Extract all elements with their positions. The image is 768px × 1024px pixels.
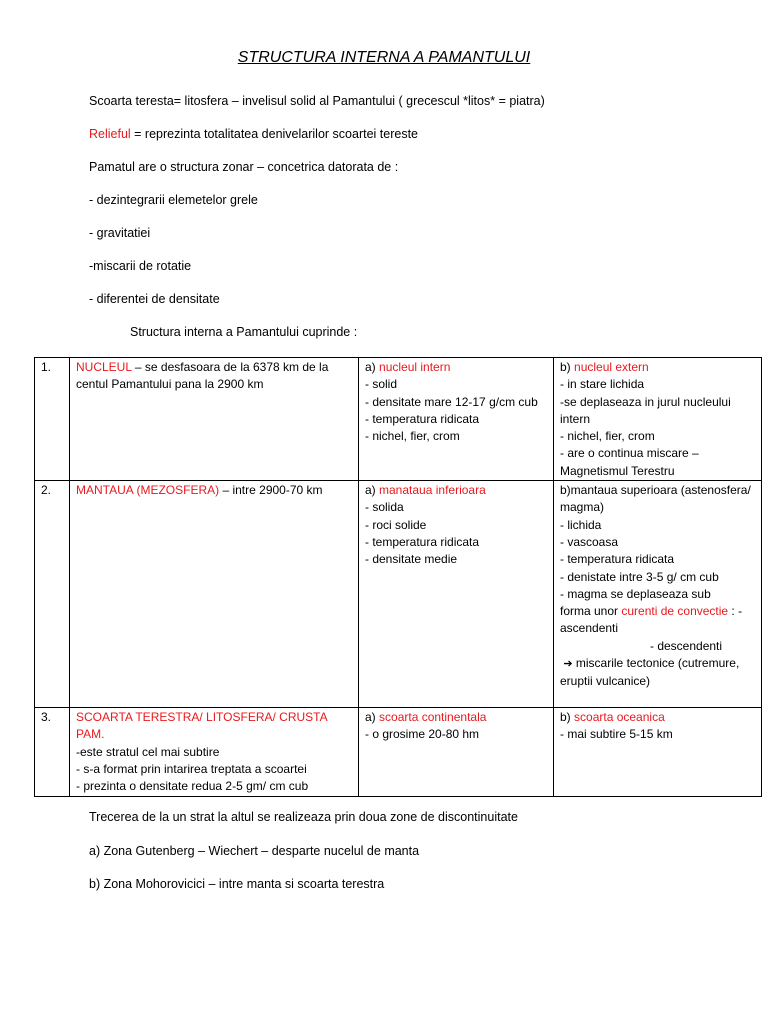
convection-line: forma unor curenti de convectie : - ascendenti: [560, 604, 743, 636]
sublayer-a-name: nucleul intern: [379, 360, 451, 374]
sublayer-b: [554, 481, 762, 708]
gutenberg-zone: a) Zona Gutenberg – Wiechert – desparte nucelul de manta: [89, 844, 420, 858]
property: - temperatura ridicata: [560, 552, 675, 567]
discontinuity-intro: Trecerea de la un strat la altul se realizeaza prin doua zone de discontinuitate: [89, 810, 518, 824]
property: - mai subtire 5-15 km: [560, 727, 673, 742]
sublayer-b-title: b) nucleul extern: [560, 360, 649, 374]
sublayer-a: [359, 481, 554, 708]
layer-desc: – se desfasoara de la 6378 km de la centul Pamantului pana la 2900 km: [76, 360, 329, 392]
layer-name: MANTAUA (MEZOSFERA): [76, 483, 220, 498]
relief-text: = reprezinta totalitatea denivelarilor scoartei tereste: [130, 127, 418, 141]
layer-desc: -este stratul cel mai subtire: [76, 744, 220, 759]
property: - lichida: [560, 517, 602, 532]
structure-intro: Pamatul are o structura zonar – concetrica datorata de :: [89, 160, 399, 174]
layer-description: [70, 708, 359, 796]
row-number: 2.: [35, 481, 70, 708]
property: - temperatura ridicata: [365, 411, 480, 426]
property: - solid: [365, 377, 398, 392]
mohorovicic-zone: b) Zona Mohorovicici – intre manta si scoarta terestra: [89, 877, 385, 891]
layer-desc: – intre 2900-70 km: [219, 483, 323, 498]
property: - magma se deplaseaza sub: [560, 586, 711, 601]
sublayer-b-title: b) scoarta oceanica: [560, 710, 665, 725]
sublayer-a-title: a) scoarta continentala: [365, 710, 487, 725]
sublayer-a: [359, 708, 554, 796]
property: - o grosime 20-80 hm: [365, 727, 480, 742]
intro-definition: Scoarta teresta= litosfera – invelisul solid al Pamantului ( grecescul *litos* = piatra): [89, 94, 545, 108]
relief-term: Relieful: [89, 127, 131, 141]
document-title: STRUCTURA INTERNA A PAMANTULUI: [237, 49, 531, 66]
sublayer-b-name: nucleul extern: [574, 360, 649, 374]
sublayer-a-name: scoarta continentala: [379, 710, 487, 725]
convection-term: curenti de convectie: [621, 604, 729, 619]
property: - nichel, fier, crom: [560, 429, 655, 444]
row-number: 3.: [35, 708, 70, 796]
property: - denistate intre 3-5 g/ cm cub: [560, 569, 719, 584]
property: - are o continua miscare – Magnetismul Terestru: [560, 446, 699, 478]
property: - densitate mare 12-17 g/cm cub: [365, 394, 538, 409]
property: - in stare lichida: [560, 377, 645, 392]
arrow-right-icon: ➔: [563, 658, 573, 671]
table-intro: Structura interna a Pamantului cuprinde :: [130, 325, 358, 339]
cause-item: -miscarii de rotatie: [89, 259, 192, 273]
table-row: [35, 481, 762, 708]
layer-name: NUCLEUL: [76, 360, 132, 374]
tectonics-line: ➔ miscarile tectonice (cutremure, eruptii vulcanice): [560, 656, 740, 689]
relief-definition: [89, 127, 418, 141]
sublayer-b: [554, 708, 762, 796]
cause-item: - diferentei de densitate: [89, 292, 220, 306]
layer-name: SCOARTA TERESTRA/ LITOSFERA/ CRUSTA PAM.: [76, 710, 327, 742]
property: -se deplaseaza in jurul nucleului intern: [560, 394, 731, 426]
sublayer-a-title: a) nucleul intern: [365, 360, 451, 374]
sublayer-a: [359, 358, 554, 481]
structure-table: [34, 357, 762, 797]
row-number: 1.: [35, 358, 70, 481]
property: - roci solide: [365, 517, 427, 532]
layer-description: [70, 481, 359, 708]
sublayer-a-title: a) manataua inferioara: [365, 483, 486, 498]
property: - solida: [365, 500, 404, 515]
layer-description: [70, 358, 359, 481]
cause-item: - gravitatiei: [89, 226, 151, 240]
table-row: [35, 358, 762, 481]
property: - temperatura ridicata: [365, 534, 480, 549]
layer-desc: - prezinta o densitate redua 2-5 gm/ cm cub: [76, 779, 309, 794]
property: - nichel, fier, crom: [365, 429, 460, 444]
sublayer-b-title: b)mantaua superioara (astenosfera/ magma): [560, 483, 751, 515]
property: - densitate medie: [365, 552, 458, 567]
sublayer-a-name: manataua inferioara: [379, 483, 486, 498]
property: - descendenti: [650, 638, 723, 653]
table-row: [35, 708, 762, 796]
sublayer-b: [554, 358, 762, 481]
property: - vascoasa: [560, 534, 619, 549]
layer-desc: - s-a format prin intarirea treptata a scoartei: [76, 761, 307, 776]
cause-item: - dezintegrarii elemetelor grele: [89, 193, 258, 207]
sublayer-b-name: scoarta oceanica: [574, 710, 665, 725]
